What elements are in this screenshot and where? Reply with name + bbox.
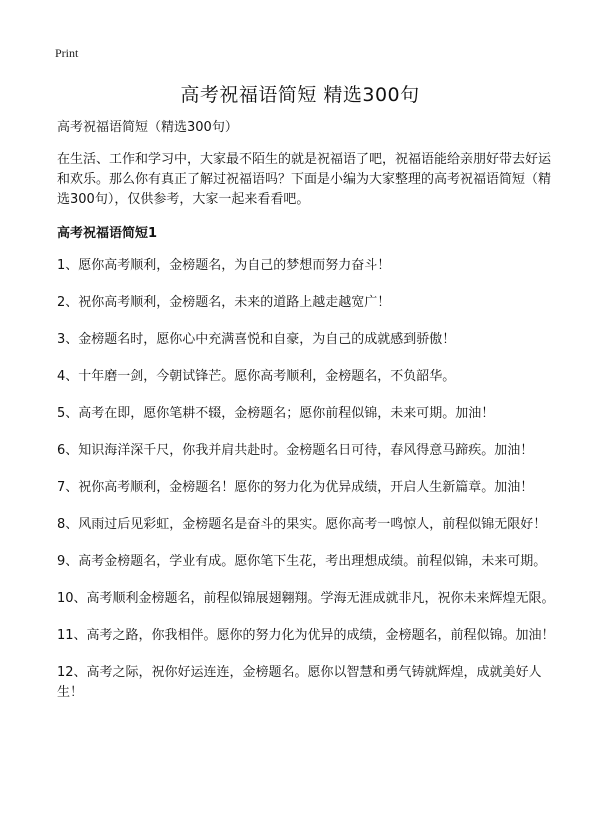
list-item: 11、高考之路，你我相伴。愿你的努力化为优异的成绩，金榜题名，前程似锦。加油！ [57, 628, 555, 643]
blessing-list [57, 256, 557, 703]
list-item: 5、高考在即，愿你笔耕不辍，金榜题名；愿你前程似锦，未来可期。加油！ [57, 406, 495, 421]
list-item: 3、金榜题名时，愿你心中充满喜悦和自豪，为自己的成就感到骄傲！ [57, 332, 456, 347]
list-item: 2、祝你高考顺利，金榜题名，未来的道路上越走越宽广！ [57, 295, 391, 310]
list-item: 12、高考之际，祝你好运连连，金榜题名。愿你以智慧和勇气铸就辉煌，成就美好人生！ [57, 665, 542, 700]
list-item: 6、知识海洋深千尺，你我并肩共赴时。金榜题名日可待，春风得意马蹄疾。加油！ [57, 443, 534, 458]
section-heading: 高考祝福语简短1 [57, 226, 158, 241]
intro-paragraph: 在生活、工作和学习中，大家最不陌生的就是祝福语了吧，祝福语能给亲朋好带去好运和欢乐。那么你有真正了解过祝福语吗？下面是小编为大家整理的高考祝福语简短（精选300句），仅供参考，大家一起来看看吧。 [57, 152, 552, 207]
print-label: Print [55, 46, 79, 60]
article-subtitle: 高考祝福语简短（精选300句） [57, 120, 238, 135]
list-item: 4、十年磨一剑，今朝试锋芒。愿你高考顺利，金榜题名，不负韶华。 [57, 369, 456, 384]
page-title: 高考祝福语简短 精选300句 [180, 84, 420, 106]
list-item: 9、高考金榜题名，学业有成。愿你笔下生花，考出理想成绩。前程似锦，未来可期。 [57, 554, 547, 569]
article-body [57, 118, 557, 720]
list-item: 8、风雨过后见彩虹，金榜题名是奋斗的果实。愿你高考一鸣惊人，前程似锦无限好！ [57, 517, 547, 532]
list-item: 1、愿你高考顺利，金榜题名，为自己的梦想而努力奋斗！ [57, 258, 391, 273]
list-item: 10、高考顺利金榜题名，前程似锦展翅翱翔。学海无涯成就非凡，祝你未来辉煌无限。 [57, 591, 555, 606]
list-item: 7、祝你高考顺利，金榜题名！愿你的努力化为优异成绩，开启人生新篇章。加油！ [57, 480, 534, 495]
